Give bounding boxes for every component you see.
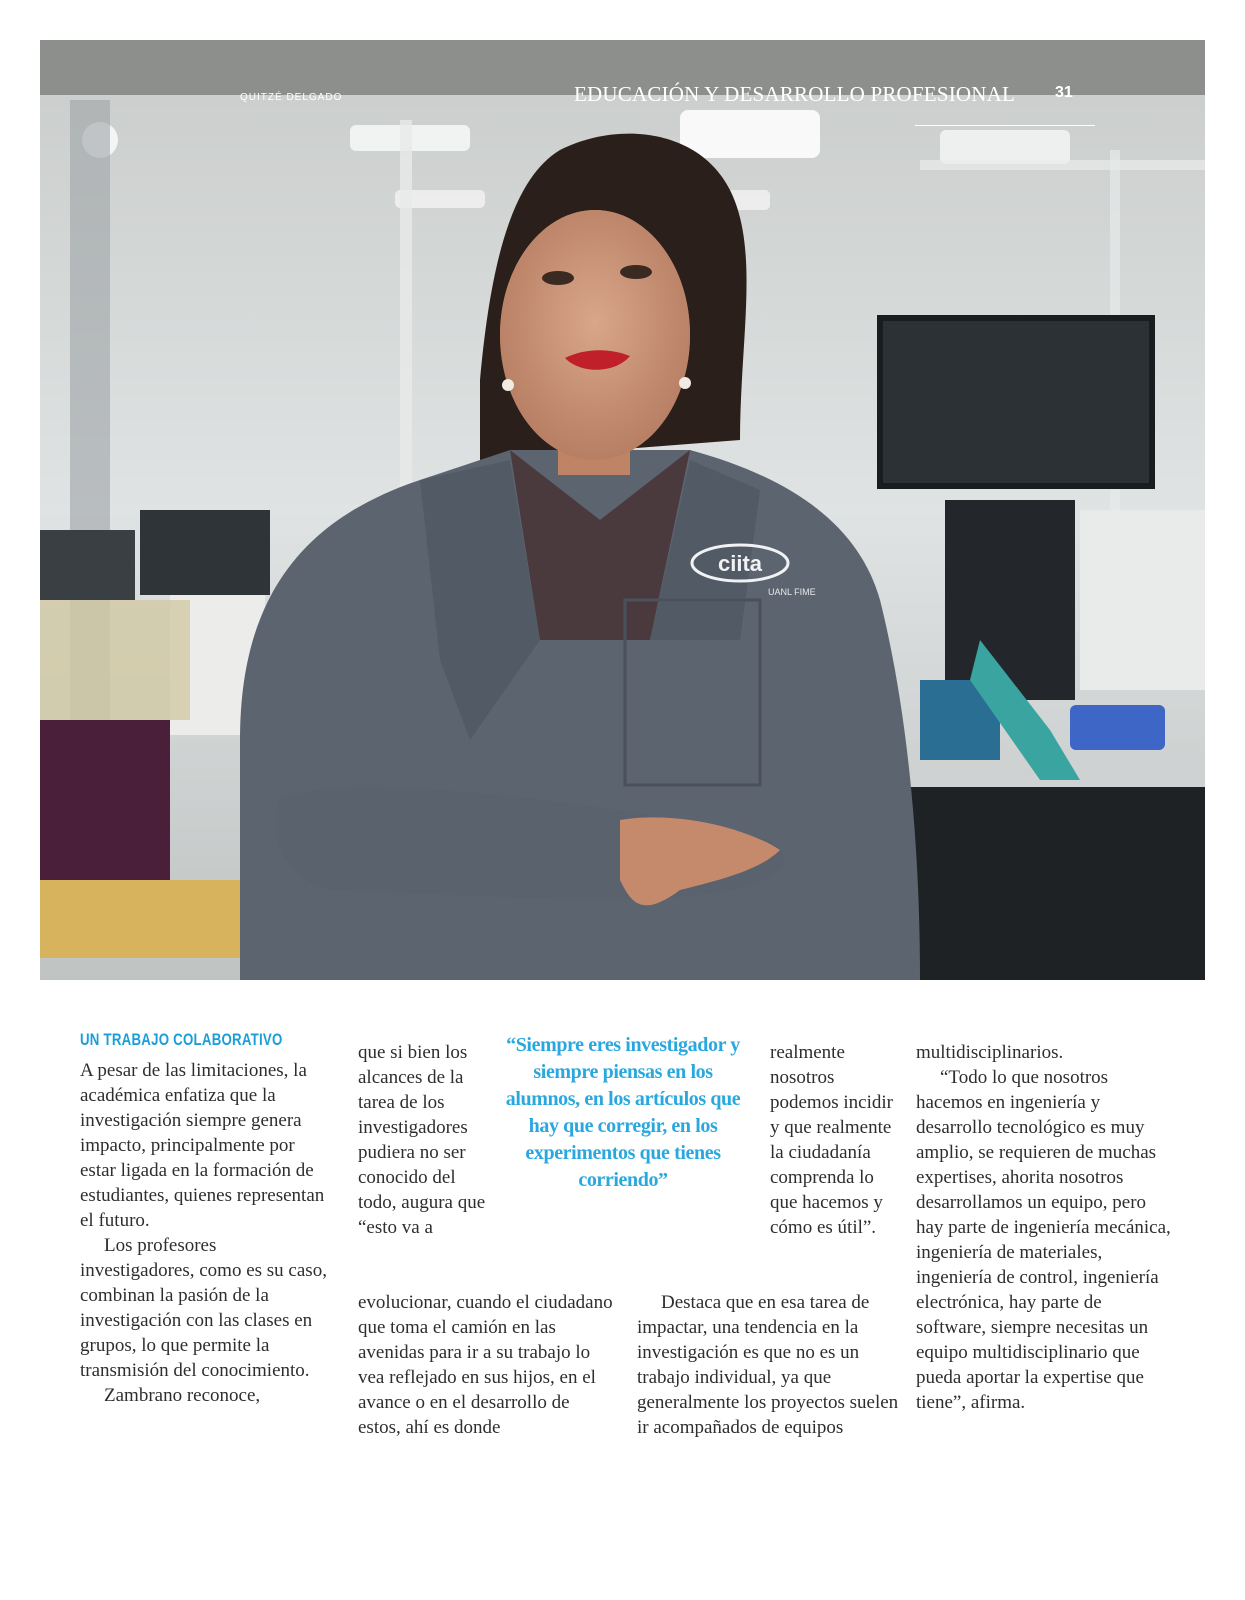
column-2-bottom: [358, 1290, 613, 1440]
svg-text:ciita: ciita: [717, 551, 763, 576]
paragraph: realmente nosotros podemos incidir y que realmente la ciudadanía comprenda lo que hacemos y cómo es útil”.: [770, 1042, 893, 1238]
svg-text:UANL FIME: UANL FIME: [768, 587, 816, 597]
computer-tower: [945, 500, 1075, 700]
paragraph: Los profesores investigadores, como es su caso, combinan la pasión de la investigación con las clases en grupos, lo que permite la transmisión del conocimiento.: [80, 1235, 327, 1381]
page-number: 31: [1055, 84, 1073, 101]
paragraph: Zambrano reconoce,: [104, 1385, 261, 1406]
section-title: EDUCACIÓN Y DESARROLLO PROFESIONAL: [574, 82, 1016, 106]
photo-credit: QUITZÉ DELGADO: [240, 92, 343, 103]
background-monitor: [140, 510, 270, 595]
glass-frame: [920, 160, 1205, 170]
ceiling-light: [680, 110, 820, 158]
article-subhead: UN TRABAJO COLABORATIVO: [80, 1030, 283, 1049]
eye: [620, 265, 652, 279]
portrait-photo: [40, 40, 1205, 980]
paragraph: “Todo lo que nosotros hacemos en ingeniería y desarrollo tecnológico es muy amplio, se requieren de muchas expertises, ahorita nosotros desarrollamos un equipo, pero hay parte de ingeniería mecánica, ingeniería de materiales, ingeniería de control, ingeniería electrónica, hay parte de software, siempre necesitas un equipo multidisciplinario que pueda aportar la expertise que tiene”, afirma.: [916, 1067, 1171, 1413]
column-4: [916, 1040, 1171, 1415]
background-monitor: [40, 530, 135, 600]
purple-chair: [40, 720, 170, 880]
paragraph: A pesar de las limitaciones, la académica enfatiza que la investigación siempre genera impacto, principalmente por estar ligada en la formación de estudiantes, quienes representan el futuro.: [80, 1060, 325, 1231]
column-3-bottom: [637, 1290, 902, 1440]
desk: [40, 600, 190, 720]
earring: [679, 377, 691, 389]
paragraph: que si bien los alcances de la tarea de los investigadores pudiera no ser conocido del todo, augura que “esto va a: [358, 1042, 486, 1238]
paragraph: evolucionar, cuando el ciudadano que toma el camión en las avenidas para ir a su trabajo lo vea reflejado en sus hijos, en el avance o en el desarrollo de estos, ahí es donde: [358, 1292, 613, 1438]
pull-quote: “Siempre eres investigador y siempre piensas en los alumnos, en los artículos que hay que corregir, en los experimentos que tienes corriendo”: [505, 1034, 741, 1191]
column-1: [80, 1058, 335, 1408]
column-3-top: [770, 1040, 900, 1240]
eye: [542, 271, 574, 285]
ceiling-light: [940, 130, 1070, 164]
computer-monitor: [880, 318, 1152, 486]
blue-box: [1070, 705, 1165, 750]
printer: [1080, 510, 1205, 690]
earring: [502, 379, 514, 391]
paragraph: Destaca que en esa tarea de impactar, una tendencia en la investigación es que no es un trabajo individual, ya que generalmente los proyectos suelen ir acompañados de equipos: [637, 1292, 899, 1438]
paragraph: multidisciplinarios.: [916, 1042, 1064, 1063]
lab-scene-illustration: [40, 40, 1205, 980]
bench-cabinet: [900, 780, 1205, 980]
header-rule: [915, 125, 1095, 126]
column-2-top: [358, 1040, 488, 1240]
